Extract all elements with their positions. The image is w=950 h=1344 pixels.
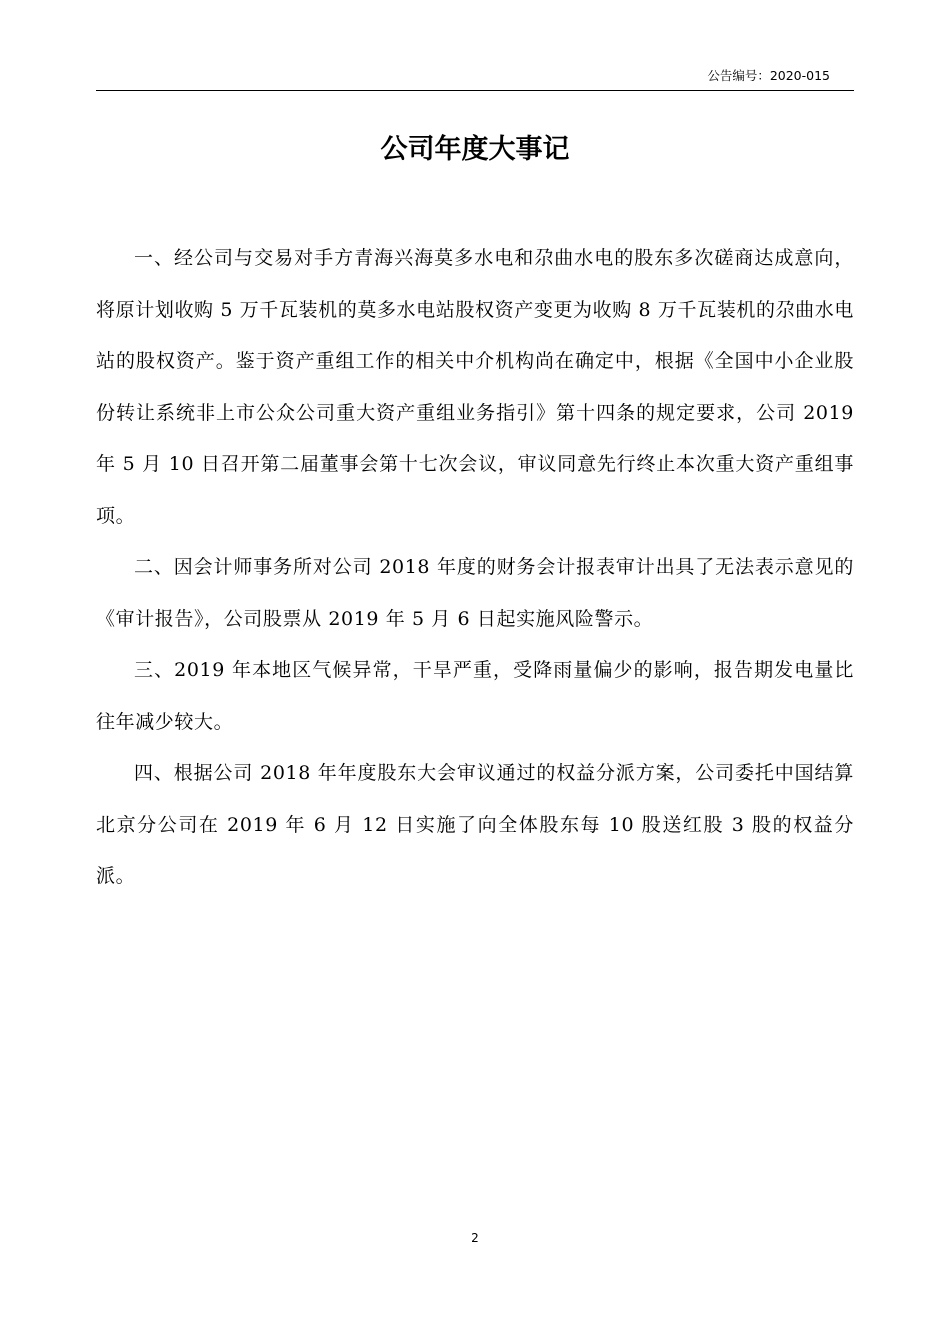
paragraph-item-1: 一、经公司与交易对手方青海兴海莫多水电和尕曲水电的股东多次磋商达成意向，将原计划收购 5 万千瓦装机的莫多水电站股权资产变更为收购 8 万千瓦装机的尕曲水电站的股权资产。鉴于资产重组工作的相关中介机构尚在确定中，根据《全国中小企业股份转让系统非上市公众公司重大资产重组业务指引》第十四条的规定要求，公司 2019 年 5 月 10 日召开第二届董事会第十七次会议，审议同意先行终止本次重大资产重组事项。 [96, 247, 854, 527]
document-body [96, 233, 854, 903]
announcement-number: 公告编号：2020-015 [707, 68, 830, 83]
paragraph-item-3: 三、2019 年本地区气候异常，干旱严重，受降雨量偏少的影响，报告期发电量比往年减少较大。 [96, 659, 854, 733]
page-number: 2 [471, 1231, 479, 1245]
paragraph-item-2: 二、因会计师事务所对公司 2018 年度的财务会计报表审计出具了无法表示意见的《审计报告》，公司股票从 2019 年 5 月 6 日起实施风险警示。 [96, 556, 854, 630]
page-header [96, 64, 854, 91]
document-title: 公司年度大事记 [380, 134, 570, 165]
paragraph-item-4: 四、根据公司 2018 年年度股东大会审议通过的权益分派方案，公司委托中国结算北京分公司在 2019 年 6 月 12 日实施了向全体股东每 10 股送红股 3 股的权益分派。 [96, 762, 854, 887]
